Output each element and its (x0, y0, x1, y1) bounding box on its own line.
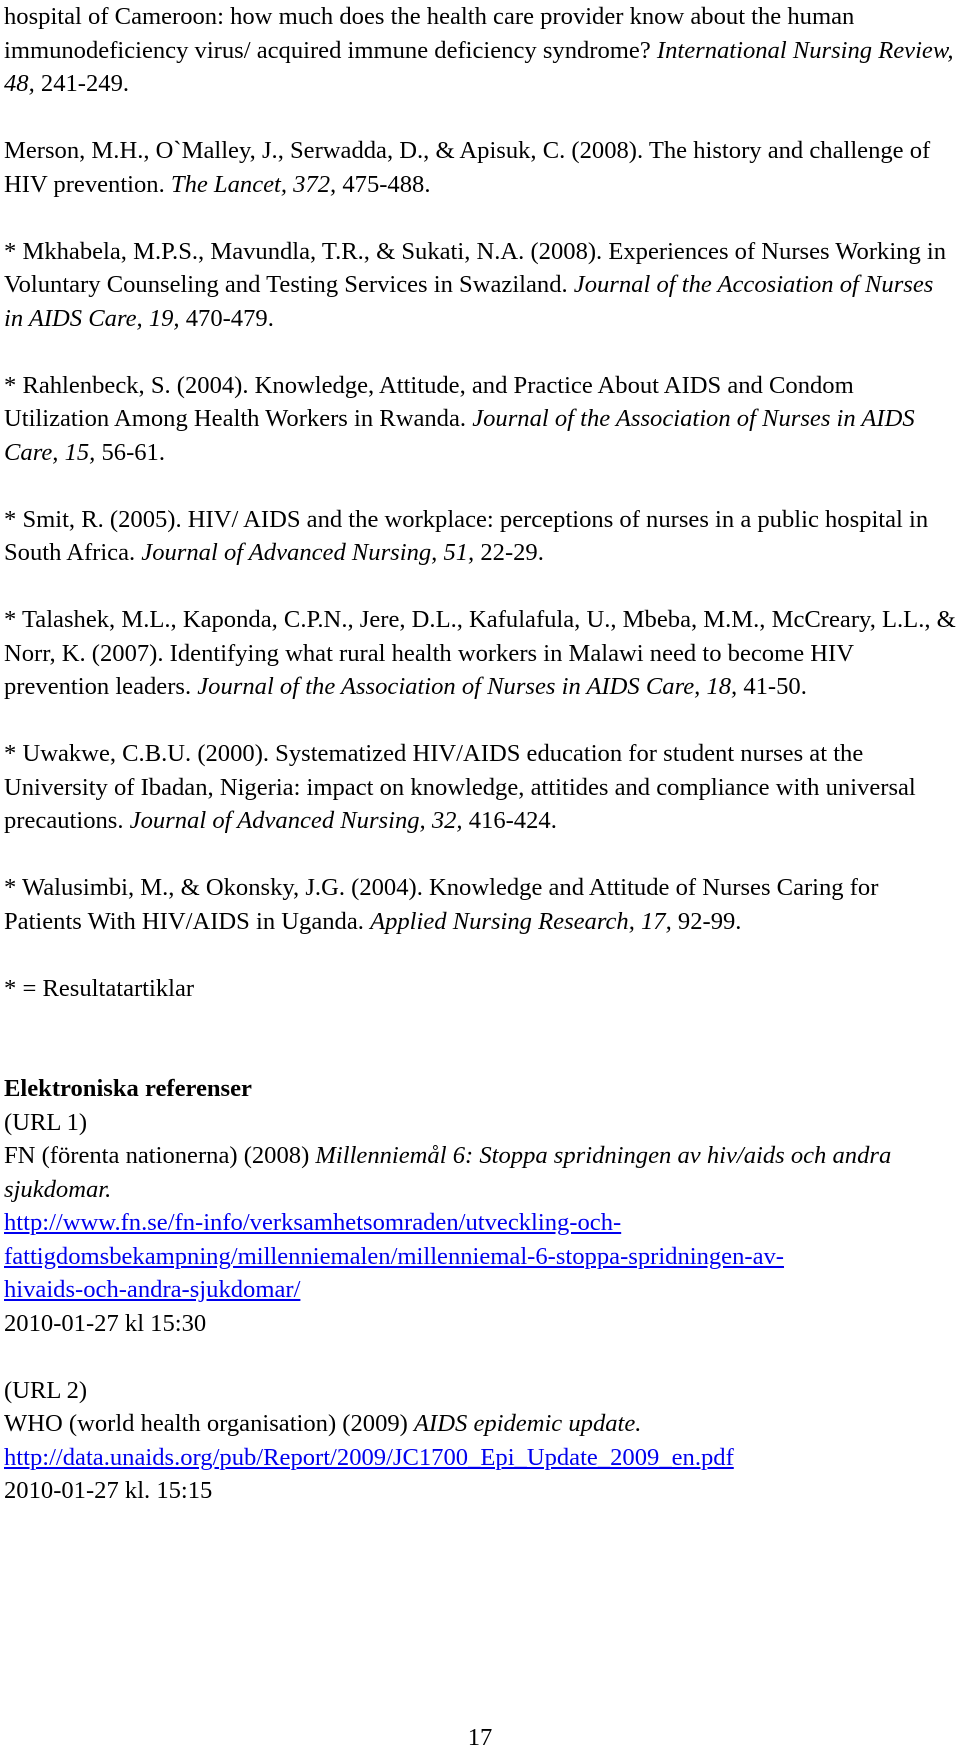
reference-entry (4, 235, 956, 336)
reference-journal: Journal of the Association of Nurses in AIDS Care, 18, (197, 673, 738, 700)
reference-authors: * Rahlenbeck, S. (2004). Knowledge, Attitude, and Practice About AIDS and Condom Utilization Among Health Workers in Rwanda. (4, 371, 854, 432)
reference-pages: 416-424. (462, 807, 557, 834)
reference-pages: 241-249. (34, 70, 130, 97)
reference-authors: Merson, M.H., O`Malley, J., Serwadda, D., & Apisuk, C. (2008). The history and challenge of HIV prevention. (4, 137, 931, 198)
url-link[interactable]: fattigdomsbekampning/millenniemalen/millenniemal-6-stoppa-spridningen-av- (4, 1242, 784, 1270)
reference-entry (4, 737, 956, 838)
reference-entry (4, 503, 956, 570)
url-source-title: Millenniemål 6: Stoppa spridningen av hiv/aids och andra sjukdomar. (4, 1142, 892, 1203)
page-number: 17 (467, 1724, 493, 1751)
reference-text: hospital of Cameroon: how much does the health care provider know about the human immunodeficiency virus/ acquired immune deficiency syndrome? (4, 3, 855, 64)
reference-journal: Journal of Advanced Nursing, 51, (141, 539, 475, 566)
url-label: (URL 2) (4, 1376, 88, 1404)
reference-journal: Journal of the Accosiation of Nurses in AIDS Care, 19, (4, 271, 934, 332)
reference-entry (4, 369, 956, 470)
reference-authors: * Uwakwe, C.B.U. (2000). Systematized HIV/AIDS education for student nurses at the University of Ibadan, Nigeria: impact on knowledge, attitides and compliance with universal precautions. (4, 740, 916, 834)
url-link-block (4, 1441, 956, 1475)
url-source-title: AIDS epidemic update. (414, 1410, 642, 1437)
url-label: (URL 1) (4, 1108, 88, 1136)
reference-pages: 22-29. (474, 539, 544, 566)
reference-journal: Journal of the Association of Nurses in AIDS Care, 15, (4, 405, 915, 466)
reference-authors: * Talashek, M.L., Kaponda, C.P.N., Jere, D.L., Kafulafula, U., Mbeba, M.M., McCreary, L.L., & Norr, K. (2007). Identifying what rural health workers in Malawi need to become HIV prevention leaders. (4, 606, 956, 700)
reference-authors: * Walusimbi, M., & Okonsky, J.G. (2004). Knowledge and Attitude of Nurses Caring for Patients With HIV/AIDS in Uganda. (4, 874, 879, 935)
reference-entry (4, 603, 956, 704)
reference-authors: * Smit, R. (2005). HIV/ AIDS and the workplace: perceptions of nurses in a public hospital in South Africa. (4, 505, 929, 566)
url-link-block (4, 1206, 956, 1307)
reference-journal: International Nursing Review, 48, (4, 36, 954, 97)
url-accessed: 2010-01-27 kl. 15:15 (4, 1477, 213, 1504)
url-link[interactable]: http://www.fn.se/fn-info/verksamhetsomraden/utveckling-och- (4, 1209, 622, 1236)
url-source (4, 1407, 956, 1441)
reference-pages: 92-99. (671, 907, 742, 935)
url-source (4, 1139, 956, 1206)
reference-entry (4, 0, 956, 101)
url-link[interactable]: hivaids-och-andra-sjukdomar/ (4, 1276, 301, 1303)
reference-entry (4, 134, 956, 201)
reference-pages: 470-479. (179, 304, 274, 332)
url-source-text: WHO (world health organisation) (2009) (4, 1410, 415, 1437)
section-heading: Elektroniska referenser (4, 1075, 252, 1102)
reference-authors: * Mkhabela, M.P.S., Mavundla, T.R., & Sukati, N.A. (2008). Experiences of Nurses Working in Voluntary Counseling and Testing Services in Swaziland. (4, 237, 947, 298)
url-link[interactable]: http://data.unaids.org/pub/Report/2009/JC1700_Epi_Update_2009_en.pdf (4, 1443, 734, 1471)
document-page (4, 0, 956, 1508)
reference-journal: Applied Nursing Research, 17, (370, 907, 672, 935)
reference-journal: The Lancet, 372, (170, 170, 337, 198)
reference-entry (4, 871, 956, 938)
url-source-text: FN (förenta nationerna) (2008) (4, 1142, 316, 1169)
url-accessed: 2010-01-27 kl 15:30 (4, 1309, 207, 1337)
reference-pages: 475-488. (336, 170, 431, 198)
reference-pages: 41-50. (737, 673, 807, 700)
reference-journal: Journal of Advanced Nursing, 32, (129, 807, 463, 834)
reference-pages: 56-61. (95, 438, 166, 466)
legend-note: * = Resultatartiklar (4, 974, 195, 1002)
